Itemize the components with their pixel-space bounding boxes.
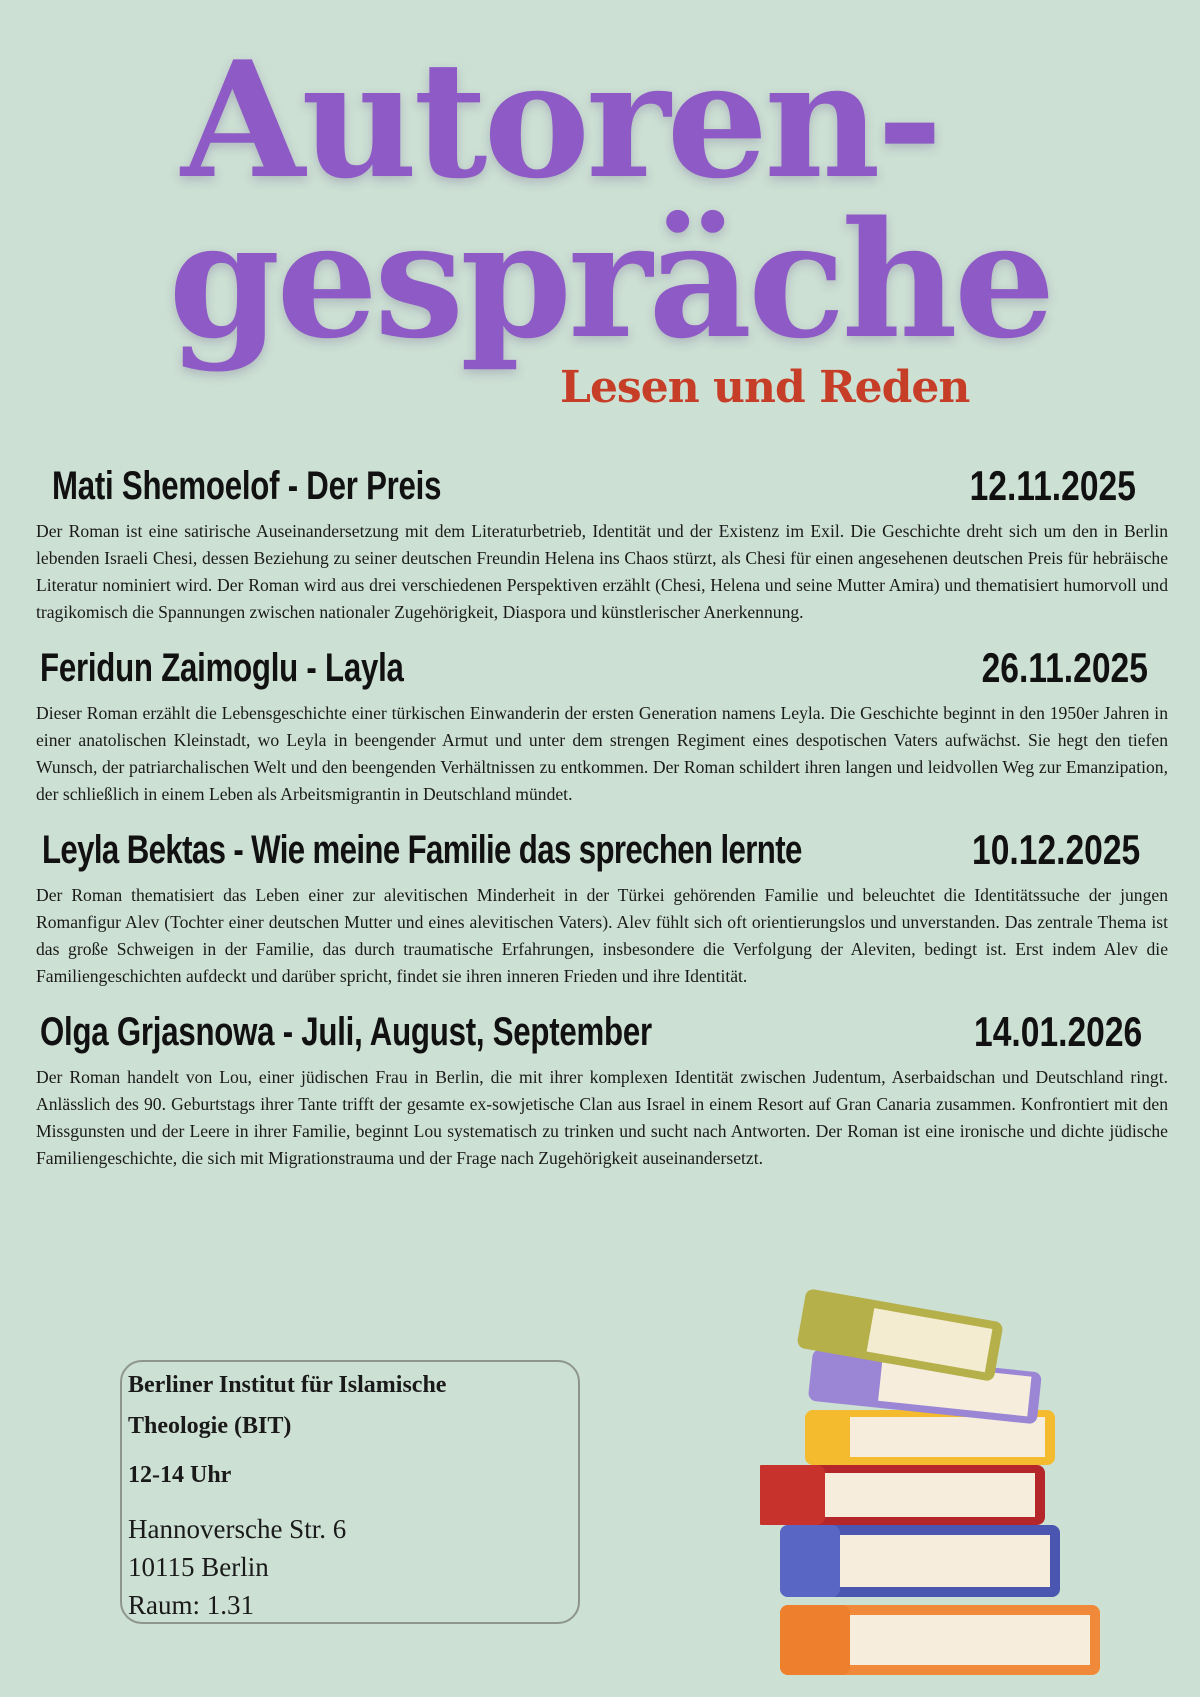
event-item [0, 458, 1200, 626]
venue-street: Hannoversche Str. 6 [128, 1514, 347, 1544]
title-line-2: gespräche [168, 186, 1052, 374]
subtitle: Lesen und Reden [560, 362, 970, 413]
book-icon [760, 1288, 1100, 1675]
event-item [0, 822, 1200, 990]
event-list [0, 458, 1200, 1186]
event-description: Der Roman ist eine satirische Auseinandersetzung mit dem Literaturbetrieb, Identität und der Existenz im Exil. Die Geschichte dreht sich um den in Berlin lebenden Israeli Chesi, dessen Beziehung zu seiner deutschen Freundin Helena ins Chaos stürzt, als Chesi für einen angesehenen deutschen Preis für hebräische Literatur nominiert wird. Der Roman wird aus drei verschiedenen Perspektiven erzählt (Chesi, Helena und seine Mutter Amira) und thematisiert humorvoll und tragikomisch die Spannungen zwischen nationaler Zugehörigkeit, Diaspora und künstlerischer Anerkennung. [36, 521, 1168, 622]
event-heading: Feridun Zaimoglu - Layla [40, 646, 404, 690]
title-line-1: Autoren- [181, 26, 939, 214]
event-heading: Olga Grjasnowa - Juli, August, September [40, 1010, 652, 1054]
venue-room: Raum: 1.31 [128, 1590, 254, 1620]
event-date: 14.01.2026 [973, 1008, 1142, 1055]
event-heading: Mati Shemoelof - Der Preis [52, 464, 442, 508]
event-description: Der Roman thematisiert das Leben einer zur alevitischen Minderheit in der Türkei gehörenden Familie und beleuchtet die Identitätssuche der jungen Romanfigur Alev (Tochter einer deutschen Mutter und eines alevitischen Vaters). Alev fühlt sich oft orientierungslos und unverstanden. Das zentrale Thema ist das große Schweigen in der Familie, das durch traumatische Erfahrungen, insbesondere die Verfolgung der Aleviten, bedingt ist. Erst indem Alev die Familiengeschichten aufdeckt und darüber spricht, findet sie ihren inneren Frieden und ihre Identität. [36, 885, 1168, 986]
venue-name-2: Theologie (BIT) [128, 1413, 292, 1439]
event-description: Der Roman handelt von Lou, einer jüdischen Frau in Berlin, die mit ihrer komplexen Identität zwischen Judentum, Aserbaidschan und Deutschland ringt. Anlässlich des 90. Geburtstags ihrer Tante trifft der gesamte ex-sowjetische Clan aus Israel in einem Resort auf Gran Canaria zusammen. Konfrontiert mit den Missgunsten und der Leere in ihrer Familie, beginnt Lou systematisch zu trinken und sucht nach Antworten. Der Roman ist eine ironische und dichte jüdische Familiengeschichte, die sich mit Migrationstrauma und der Frage nach Zugehörigkeit auseinandersetzt. [36, 1067, 1168, 1168]
venue-time: 12-14 Uhr [128, 1462, 232, 1488]
venue-name: Berliner Institut für Islamische [128, 1372, 447, 1398]
event-date: 26.11.2025 [981, 644, 1148, 691]
book-stack-illustration [760, 1285, 1140, 1695]
venue-city: 10115 Berlin [128, 1552, 269, 1582]
event-item [0, 640, 1200, 808]
event-item [0, 1004, 1200, 1172]
event-description: Dieser Roman erzählt die Lebensgeschichte einer türkischen Einwanderin der ersten Generation namens Leyla. Die Geschichte beginnt in den 1950er Jahren in einer anatolischen Kleinstadt, wo Leyla in beengender Armut und unter dem strengen Regiment eines despotischen Vaters aufwächst. Sie hegt den tiefen Wunsch, der patriarchalischen Welt und den beengenden Verhältnissen zu entkommen. Der Roman schildert ihren langen und leidvollen Weg zur Emanzipation, der schließlich in einem Leben als Arbeitsmigrantin in Deutschland mündet. [36, 703, 1168, 804]
event-heading: Leyla Bektas - Wie meine Familie das sprechen lernte [42, 828, 802, 872]
event-date: 12.11.2025 [969, 462, 1136, 509]
event-date: 10.12.2025 [971, 826, 1140, 873]
